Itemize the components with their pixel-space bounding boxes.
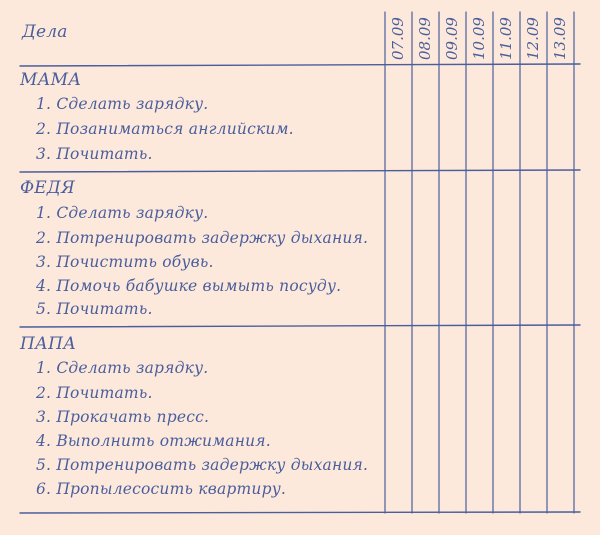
task-fedya-4: 4. Помочь бабушке вымыть посуду. <box>36 277 342 295</box>
header-separator <box>20 64 580 66</box>
task-mama-2: 2. Позаниматься английским. <box>36 120 294 138</box>
section-separator-mama <box>20 170 580 172</box>
date-column-6: 12.09 <box>524 17 542 60</box>
task-fedya-2: 2. Потренировать задержку дыхания. <box>36 229 369 247</box>
date-column-1: 07.09 <box>389 17 407 60</box>
task-fedya-3: 3. Почистить обувь. <box>36 253 214 271</box>
section-separator-fedya <box>20 325 580 327</box>
task-fedya-1: 1. Сделать зарядку. <box>36 204 209 222</box>
task-papa-1: 1. Сделать зарядку. <box>36 359 209 377</box>
date-column-5: 11.09 <box>497 17 515 60</box>
section-title-fedya: ФЕДЯ <box>20 178 75 198</box>
header-title: Дела <box>22 22 68 42</box>
bottom-border <box>20 512 580 513</box>
date-column-4: 10.09 <box>470 17 488 60</box>
task-mama-3: 3. Почитать. <box>36 145 153 163</box>
section-title-papa: ПАПА <box>20 334 77 354</box>
task-papa-2: 2. Почитать. <box>36 384 153 402</box>
date-column-7: 13.09 <box>551 17 569 60</box>
task-papa-4: 4. Выполнить отжимания. <box>36 432 271 450</box>
task-fedya-5: 5. Почитать. <box>36 300 153 318</box>
date-column-2: 08.09 <box>416 17 434 60</box>
task-mama-1: 1. Сделать зарядку. <box>36 95 209 113</box>
task-papa-6: 6. Пропылесосить квартиру. <box>36 480 287 498</box>
section-title-mama: МАМА <box>20 70 82 90</box>
date-column-3: 09.09 <box>443 17 461 60</box>
task-papa-5: 5. Потренировать задержку дыхания. <box>36 456 369 474</box>
task-papa-3: 3. Прокачать пресс. <box>36 408 210 426</box>
